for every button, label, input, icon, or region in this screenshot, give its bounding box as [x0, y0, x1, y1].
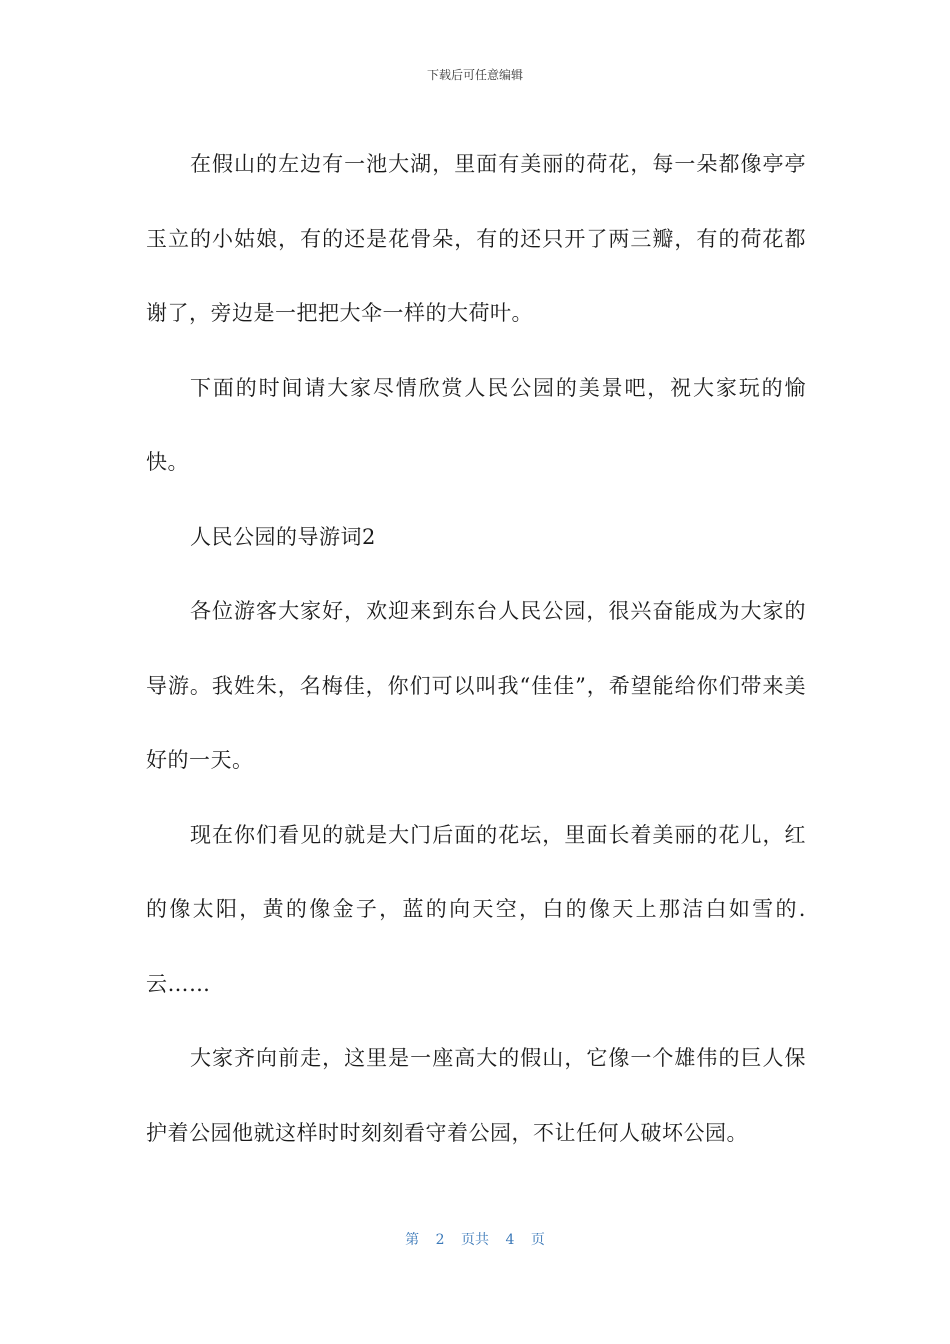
- paragraph-enjoy-scenery: 下面的时间请大家尽情欣赏人民公园的美景吧，祝大家玩的愉快。: [146, 375, 806, 474]
- footer-label-end: 页: [530, 1232, 545, 1248]
- footer-current-page: 2: [435, 1232, 445, 1248]
- page-footer: [0, 1229, 950, 1249]
- footer-label-page: 第: [405, 1232, 420, 1248]
- paragraph-welcome: 各位游客大家好，欢迎来到东台人民公园，很兴奋能成为大家的导游。我姓朱，名梅佳，你们可以叫我“佳佳”，希望能给你们带来美好的一天。: [146, 599, 806, 772]
- section-heading: 人民公园的导游词2: [190, 524, 376, 549]
- paragraph-lotus-lake: 在假山的左边有一池大湖，里面有美丽的荷花，每一朵都像亭亭玉立的小姑娘，有的还是花骨朵，有的还只开了两三瓣，有的荷花都谢了，旁边是一把把大伞一样的大荷叶。: [146, 152, 806, 325]
- footer-label-of: 页共: [461, 1232, 489, 1248]
- paragraph-rockery: 大家齐向前走，这里是一座高大的假山，它像一个雄伟的巨人保护着公园他就这样时时刻刻看守着公园，不让任何人破坏公园。: [146, 1046, 806, 1145]
- footer-total-pages: 4: [505, 1232, 515, 1248]
- document-body: [146, 127, 806, 1170]
- paragraph-flower-bed: 现在你们看见的就是大门后面的花坛，里面长着美丽的花儿，红的像太阳，黄的像金子，蓝的向天空，白的像天上那洁白如雪的.云……: [146, 822, 806, 996]
- page-header: 下载后可任意编辑: [426, 68, 523, 82]
